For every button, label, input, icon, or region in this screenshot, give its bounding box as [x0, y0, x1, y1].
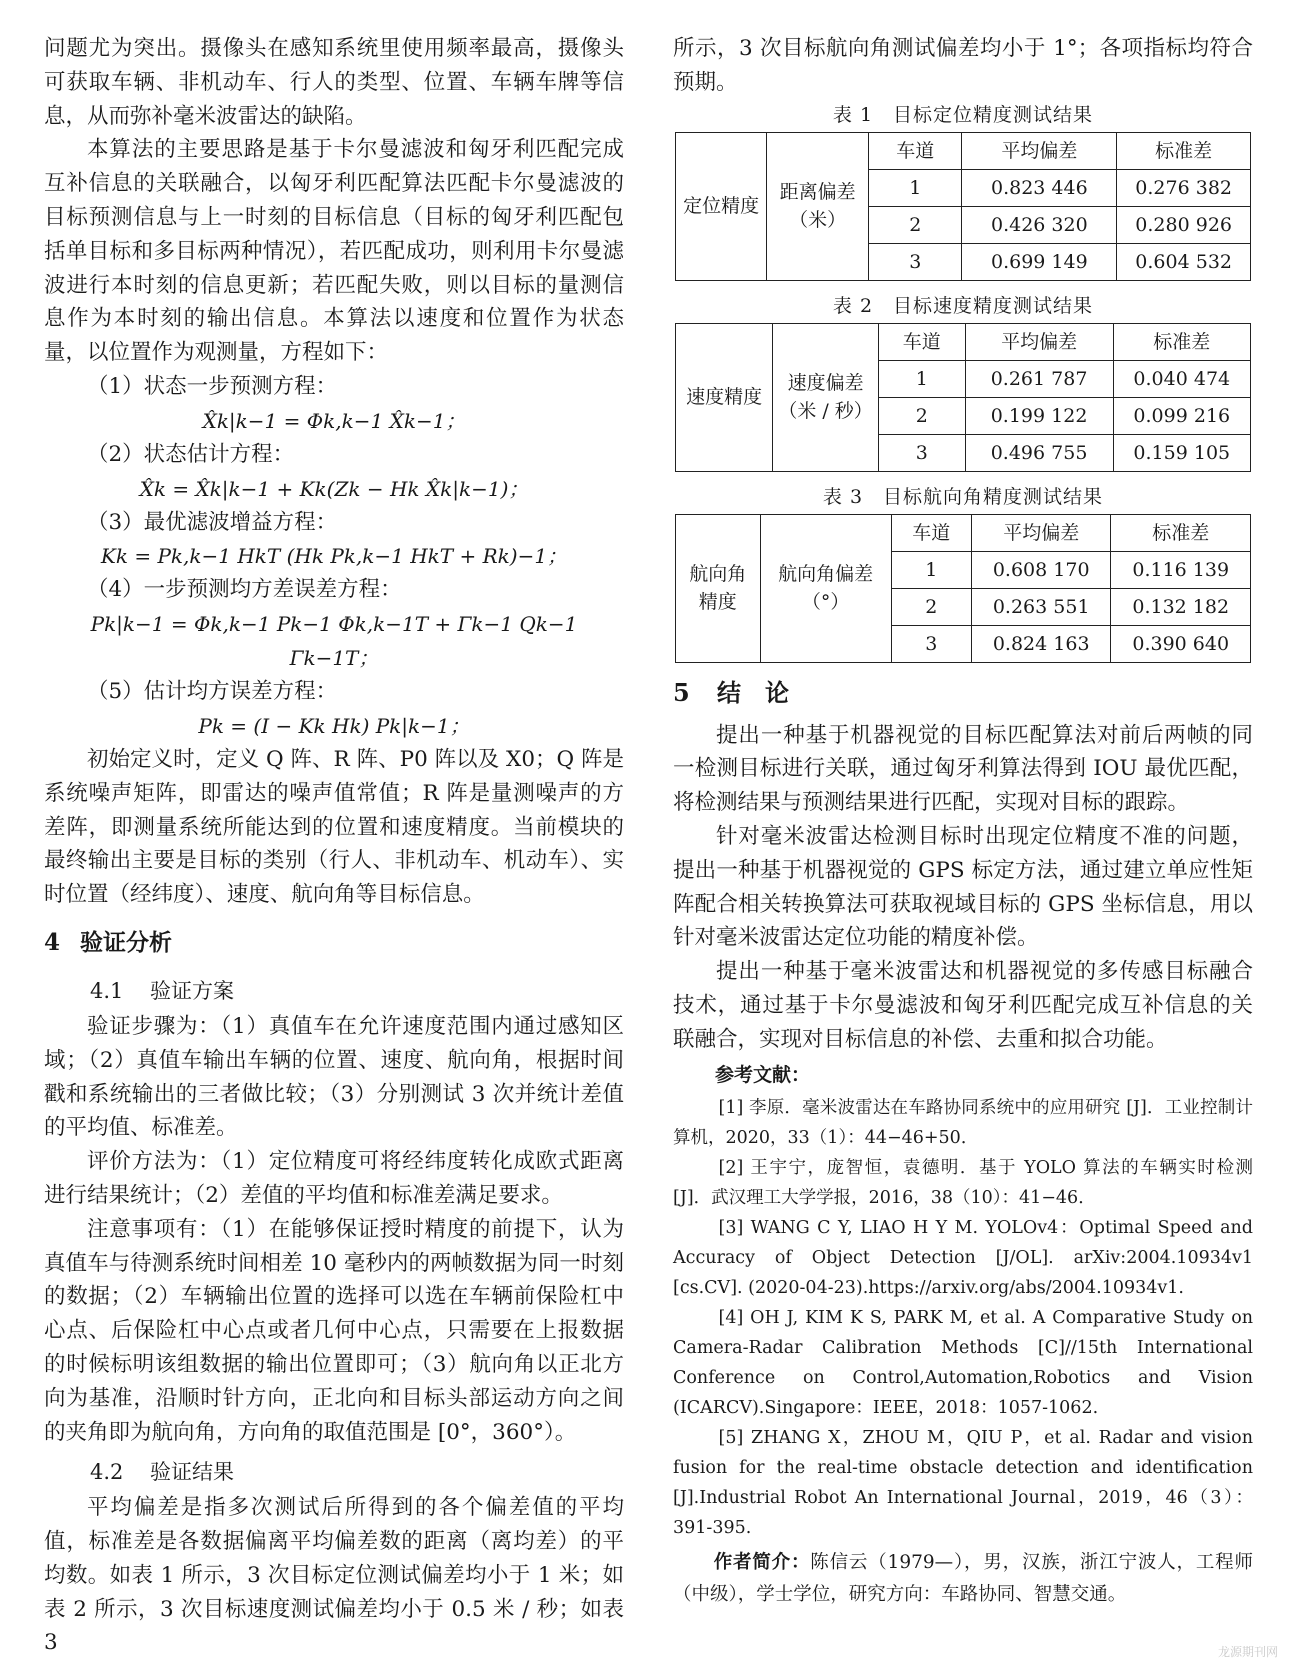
table-heading-angle	[675, 514, 1251, 663]
equation: Pk = (I − Kk Hk) Pk|k−1；	[198, 713, 470, 738]
table-caption: 表 1 目标定位精度测试结果	[832, 103, 1094, 126]
table-cell: 0.199 122	[965, 397, 1113, 434]
equation: Kk = Pk,k−1 HkT (Hk Pk,k−1 HkT + Rk)−1；	[100, 544, 568, 569]
table-cell: 0.426 320	[962, 206, 1117, 243]
table-cell: 0.276 382	[1117, 169, 1251, 206]
subsection-heading	[90, 974, 624, 1008]
table-caption: 表 2 目标速度精度测试结果	[832, 294, 1094, 317]
subsection-heading	[90, 1455, 624, 1489]
table-cell: 0.261 787	[965, 360, 1113, 397]
table-cell: 0.116 139	[1111, 551, 1251, 588]
reference-item: [2] 王宇宁，庞智恒，袁德明．基于 YOLO 算法的车辆实时检测 [J]．武汉理工大学学报，2016，38（10）：41−46．	[673, 1157, 1253, 1208]
table-subcategory: 速度偏差（米 / 秒）	[773, 323, 879, 471]
section-title: 验证分析	[80, 928, 172, 956]
section-title: 结 论	[717, 677, 789, 707]
subsection-number: 4.1	[90, 978, 124, 1003]
reference-item: [1] 李原．毫米波雷达在车路协同系统中的应用研究 [J]．工业控制计算机，2020，33（1）：44−46+50．	[673, 1097, 1253, 1148]
author-label: 作者简介：	[713, 1551, 811, 1573]
table-cell: 1	[869, 169, 962, 206]
table-cell: 0.824 163	[971, 625, 1111, 662]
table-cell: 3	[878, 434, 965, 471]
table-cell: 0.099 216	[1113, 397, 1250, 434]
section-number: 4	[44, 928, 61, 956]
table-caption: 表 3 目标航向角精度测试结果	[822, 485, 1104, 508]
paragraph: 问题尤为突出。摄像头在感知系统里使用频率最高，摄像头可获取车辆、非机动车、行人的类型、位置、车辆车牌等信息，从而弥补毫米波雷达的缺陷。	[44, 36, 624, 129]
table-speed	[675, 323, 1251, 472]
equation-label: （5）估计均方误差方程：	[87, 679, 338, 705]
table-cell: 3	[869, 243, 962, 280]
equation: X̂k|k−1 = Φk,k−1 X̂k−1；	[202, 408, 466, 433]
reference-item: [4] OH J, KIM K S, PARK M, et al. A Comparative Study on Camera-Radar Calibration Methods [C]//15th International Conference on Control,Automation,Robotics and Vision (ICARCV).Singapore：IEEE，2018：1057-1062.	[673, 1307, 1253, 1418]
table-subcategory: 距离偏差（米）	[767, 132, 869, 280]
paragraph: 验证步骤为：（1）真值车在允许速度范围内通过感知区域；（2）真值车输出车辆的位置、速度、航向角，根据时间戳和系统输出的三者做比较；（3）分别测试 3 次并统计差值的平均值、标准差。	[44, 1013, 624, 1141]
equation-label: （3）最优滤波增益方程：	[87, 509, 338, 535]
table-cell: 0.132 182	[1111, 588, 1251, 625]
paragraph: 提出一种基于毫米波雷达和机器视觉的多传感目标融合技术，通过基于卡尔曼滤波和匈牙利匹配完成互补信息的关联融合，实现对目标信息的补偿、去重和拟合功能。	[673, 959, 1253, 1052]
table-cell: 2	[878, 397, 965, 434]
table-cell: 1	[878, 360, 965, 397]
equation: Pk|k−1 = Φk,k−1 Pk−1 Φk,k−1T + Γk−1 Qk−1 Γk−1T；	[90, 612, 578, 671]
table-cell: 0.263 551	[971, 588, 1111, 625]
watermark: 龙源期刊网	[1217, 1645, 1278, 1659]
left-column	[44, 32, 624, 1660]
paragraph: 评价方法为：（1）定位精度可将经纬度转化成欧式距离进行结果统计；（2）差值的平均值和标准差满足要求。	[44, 1149, 624, 1208]
paragraph: 提出一种基于机器视觉的目标匹配算法对前后两帧的同一检测目标进行关联，通过匈牙利算法得到 IOU 最优匹配，将检测结果与预测结果进行匹配，实现对目标的跟踪。	[673, 722, 1253, 816]
table-header: 车道	[869, 132, 962, 169]
subsection-number: 4.2	[90, 1460, 124, 1485]
equation: X̂k = X̂k|k−1 + Kk(Zk − Hk X̂k|k−1)；	[139, 476, 529, 501]
table-cell: 2	[891, 588, 971, 625]
equation-label: （4）一步预测均方差误差方程：	[87, 577, 402, 603]
equation-label: （1）状态一步预测方程：	[87, 373, 338, 399]
paragraph: 本算法的主要思路是基于卡尔曼滤波和匈牙利匹配完成互补信息的关联融合，以匈牙利匹配算法匹配卡尔曼滤波的目标预测信息与上一时刻的目标信息（目标的匈牙利匹配包括单目标和多目标两种情况），若匹配成功，则利用卡尔曼滤波进行本时刻的信息更新；若匹配失败，则以目标的量测信息作为本时刻的输出信息。本算法以速度和位置作为状态量，以位置作为观测量，方程如下：	[44, 137, 624, 366]
table-category: 航向角精度	[676, 514, 761, 662]
author-text: 陈信云（1979—），男，汉族，浙江宁波人，工程师（中级），学士学位，研究方向：车路协同、智慧交通。	[673, 1551, 1253, 1605]
table-category: 速度精度	[676, 323, 773, 471]
table-subcategory: 航向角偏差（°）	[760, 514, 891, 662]
paragraph: 初始定义时，定义 Q 阵、R 阵、P0 阵以及 X0；Q 阵是系统噪声矩阵，即雷达的噪声值常值；R 阵是量测噪声的方差阵，即测量系统所能达到的位置和速度精度。当前模块的最终输出主要是目标的类别（行人、非机动车、机动车）、实时位置（经纬度）、速度、航向角等目标信息。	[44, 746, 624, 908]
table-cell: 0.390 640	[1111, 625, 1251, 662]
table-header: 平均偏差	[962, 132, 1117, 169]
table-cell: 0.608 170	[971, 551, 1111, 588]
table-cell: 0.280 926	[1117, 206, 1251, 243]
table-cell: 0.823 446	[962, 169, 1117, 206]
table-category: 定位精度	[676, 132, 767, 280]
table-header: 标准差	[1117, 132, 1251, 169]
paragraph: 所示，3 次目标航向角测试偏差均小于 1°；各项指标均符合预期。	[673, 36, 1253, 95]
paragraph: 注意事项有：（1）在能够保证授时精度的前提下，认为真值车与待测系统时间相差 10 毫秒内的两帧数据为同一时刻的数据；（2）车辆输出位置的选择可以选在车辆前保险杠中心点、后保险杠中心点或者几何中心点，只需要在上报数据的时候标明该组数据的输出位置即可；（3）航向角以正北方向为基准，沿顺时针方向，正北向和目标头部运动方向之间的夹角即为航向角，方向角的取值范围是 [0°，360°）。	[44, 1216, 624, 1445]
table-positioning	[675, 132, 1251, 281]
reference-item: [3] WANG C Y, LIAO H Y M. YOLOv4：Optimal Speed and Accuracy of Object Detection [J/OL]. arXiv:2004.10934v1 [cs.CV]. (2020-04-23).https://arxiv.org/abs/2004.10934v1.	[673, 1217, 1253, 1298]
references-title: 参考文献：	[715, 1063, 811, 1086]
table-header: 平均偏差	[965, 323, 1113, 360]
table-header: 车道	[878, 323, 965, 360]
equation-label: （2）状态估计方程：	[87, 441, 295, 467]
section-heading	[673, 675, 1253, 711]
table-header: 标准差	[1111, 514, 1251, 551]
paragraph: 针对毫米波雷达检测目标时出现定位精度不准的问题，提出一种基于机器视觉的 GPS 标定方法，通过建立单应性矩阵配合相关转换算法可获取视域目标的 GPS 坐标信息，用以针对毫米波雷达定位功能的精度补偿。	[673, 823, 1253, 951]
table-cell: 2	[869, 206, 962, 243]
table-cell: 0.699 149	[962, 243, 1117, 280]
table-header: 标准差	[1113, 323, 1250, 360]
table-header: 平均偏差	[971, 514, 1111, 551]
reference-item: [5] ZHANG X，ZHOU M，QIU P，et al. Radar and vision fusion for the real-time obstacle detection and identification [J].Industrial Robot An International Journal，2019，46（3）：391-395.	[673, 1427, 1253, 1538]
table-cell: 0.496 755	[965, 434, 1113, 471]
right-column	[673, 32, 1253, 1611]
table-header: 车道	[891, 514, 971, 551]
table-cell: 3	[891, 625, 971, 662]
paragraph: 平均偏差是指多次测试后所得到的各个偏差值的平均值，标准差是各数据偏离平均偏差数的距离（离均差）的平均数。如表 1 所示，3 次目标定位测试偏差均小于 1 米；如表 2 所示，3 次目标速度测试偏差均小于 0.5 米 / 秒；如表 3	[44, 1495, 624, 1656]
table-cell: 0.159 105	[1113, 434, 1250, 471]
table-cell: 0.040 474	[1113, 360, 1250, 397]
section-number: 5	[673, 677, 690, 707]
table-cell: 0.604 532	[1117, 243, 1251, 280]
table-cell: 1	[891, 551, 971, 588]
subsection-title: 验证方案	[150, 978, 234, 1003]
subsection-title: 验证结果	[150, 1460, 234, 1485]
section-heading	[44, 926, 624, 960]
author-bio	[673, 1547, 1253, 1611]
